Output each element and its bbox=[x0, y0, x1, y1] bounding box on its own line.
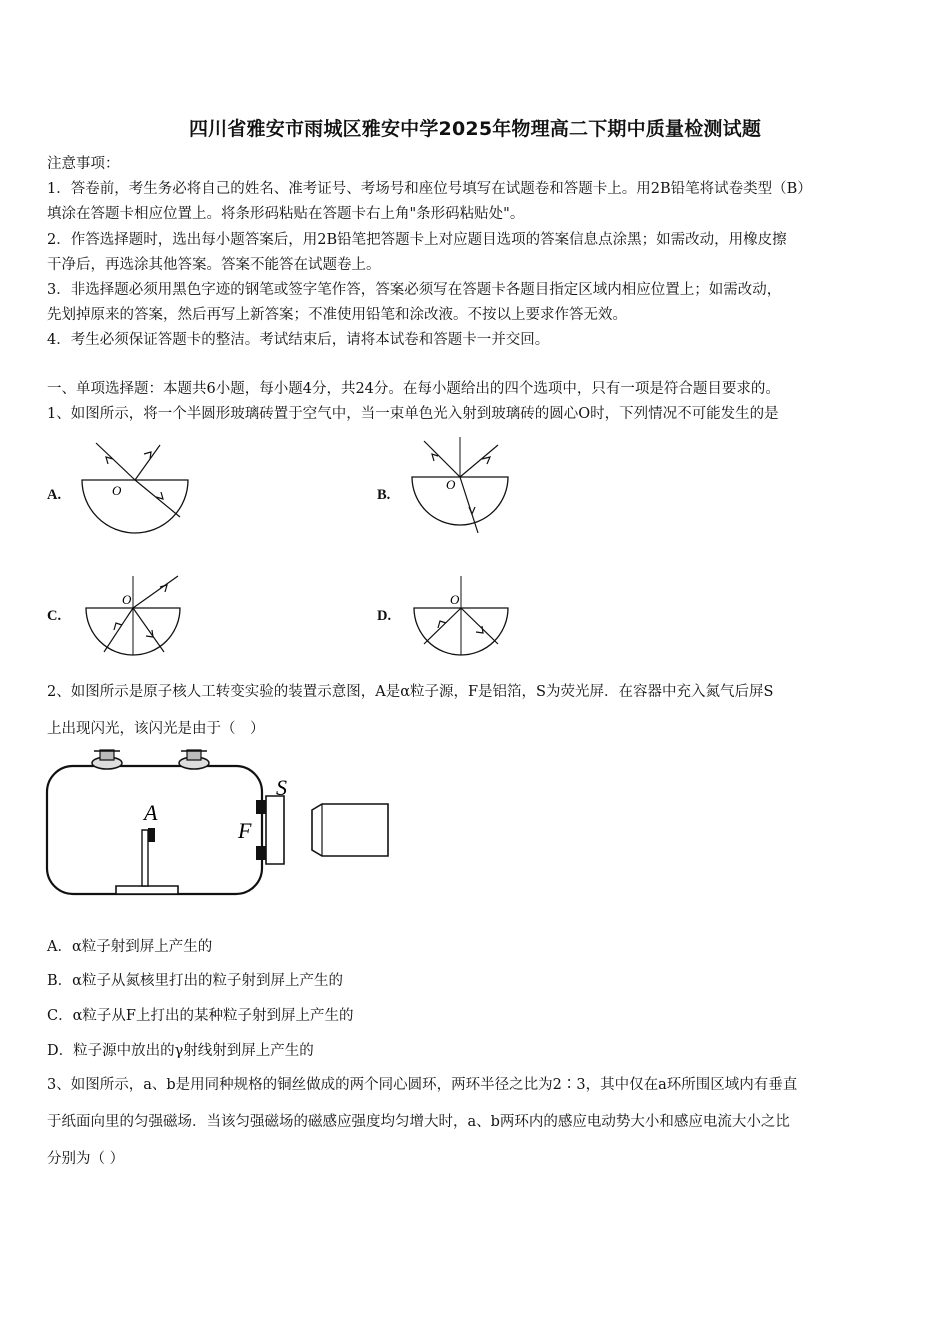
q1-figure-b bbox=[408, 437, 528, 537]
q1-option-c-label: C. bbox=[47, 608, 62, 624]
center-label: O bbox=[122, 592, 132, 607]
source-label-a: A bbox=[144, 800, 158, 825]
center-label: O bbox=[112, 483, 122, 498]
screen-label-s: S bbox=[276, 775, 287, 800]
q1-figure-c bbox=[82, 570, 192, 660]
q2-option-d: D．粒子源中放出的γ射线射到屏上产生的 bbox=[47, 1043, 314, 1059]
q2-apparatus-figure bbox=[44, 748, 394, 898]
q2-option-b: B．α粒子从氮核里打出的粒子射到屏上产生的 bbox=[47, 973, 343, 989]
q2-option-a: A．α粒子射到屏上产生的 bbox=[47, 939, 213, 955]
notice-heading: 注意事项： bbox=[47, 156, 120, 172]
q2-stem-line1: 2、如图所示是原子核人工转变实验的装置示意图，A是α粒子源，F是铝箔，S为荧光屏．在容器中充入氮气后屏S bbox=[47, 684, 774, 700]
q1-option-a-label: A. bbox=[47, 487, 62, 503]
q3-stem-line1: 3、如图所示，a、b是用同种规格的铜丝做成的两个同心圆环，两环半径之比为2∶3，其中仅在a环所围区域内有垂直 bbox=[47, 1077, 798, 1093]
q3-stem-line3: 分别为（ ） bbox=[47, 1151, 125, 1167]
notice-line: 1．答卷前，考生务必将自己的姓名、准考证号、考场号和座位号填写在试题卷和答题卡上。用2B铅笔将试卷类型（B） bbox=[47, 181, 812, 197]
q1-figure-a bbox=[78, 435, 198, 535]
notice-line: 3．非选择题必须用黑色字迹的钢笔或签字笔作答，答案必须写在答题卡各题目指定区域内相应位置上；如需改动， bbox=[47, 282, 782, 298]
q2-option-c: C．α粒子从F上打出的某种粒子射到屏上产生的 bbox=[47, 1008, 354, 1024]
center-label: O bbox=[446, 477, 456, 492]
notice-line: 4．考生必须保证答题卡的整洁。考试结束后，请将本试卷和答题卡一并交回。 bbox=[47, 332, 550, 348]
valve-icon bbox=[92, 750, 122, 769]
q1-stem: 1、如图所示，将一个半圆形玻璃砖置于空气中，当一束单色光入射到玻璃砖的圆心O时，下列情况不可能发生的是 bbox=[47, 406, 779, 422]
q1-option-b-label: B. bbox=[377, 487, 391, 503]
q1-figure-d bbox=[410, 570, 520, 660]
valve-icon bbox=[179, 750, 209, 769]
q1-option-d-label: D. bbox=[377, 608, 392, 624]
page-title: 四川省雅安市雨城区雅安中学2025年物理高二下期中质量检测试题 bbox=[188, 118, 762, 140]
q2-stem-line2: 上出现闪光，该闪光是由于（ ） bbox=[47, 721, 265, 737]
center-label: O bbox=[450, 592, 460, 607]
section-heading: 一、单项选择题：本题共6小题，每小题4分，共24分。在每小题给出的四个选项中，只有一项是符合题目要求的。 bbox=[47, 381, 780, 397]
foil-label-f: F bbox=[238, 818, 252, 843]
notice-line: 干净后，再选涂其他答案。答案不能答在试题卷上。 bbox=[47, 257, 381, 273]
notice-line: 先划掉原来的答案，然后再写上新答案；不准使用铅笔和涂改液。不按以上要求作答无效。 bbox=[47, 307, 627, 323]
notice-line: 2．作答选择题时，选出每小题答案后，用2B铅笔把答题卡上对应题目选项的答案信息点涂黑；如需改动，用橡皮擦 bbox=[47, 232, 787, 248]
q3-stem-line2: 于纸面向里的匀强磁场．当该匀强磁场的磁感应强度均匀增大时，a、b两环内的感应电动势大小和感应电流大小之比 bbox=[47, 1114, 790, 1130]
notice-line: 填涂在答题卡相应位置上。将条形码粘贴在答题卡右上角"条形码粘贴处"。 bbox=[47, 206, 525, 222]
